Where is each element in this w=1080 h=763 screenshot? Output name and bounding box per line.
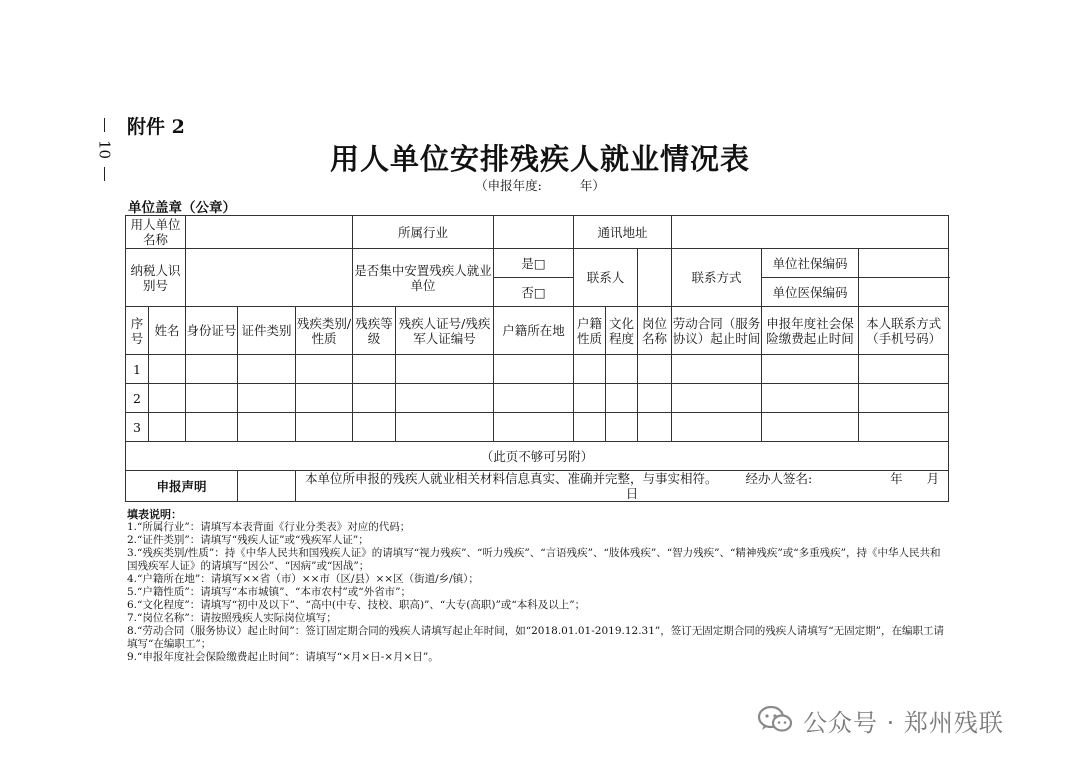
cell-input[interactable] (186, 355, 238, 384)
col-contract: 劳动合同（服务协议）起止时间 (672, 307, 762, 355)
declaration-blank (238, 471, 296, 502)
cell-input[interactable] (672, 384, 762, 413)
cell-input[interactable] (672, 355, 762, 384)
cell-input[interactable] (238, 413, 296, 442)
cell-input[interactable] (762, 355, 859, 384)
col-disability-level: 残疾等级 (353, 307, 396, 355)
cell-input[interactable] (606, 355, 638, 384)
seal-label: 单位盖章（公章） (128, 200, 236, 216)
cell-input[interactable] (353, 355, 396, 384)
instruction-item: 2.“证件类别”：请填写“残疾人证”或“残疾军人证”； (127, 534, 369, 546)
cell-input[interactable] (238, 355, 296, 384)
taxpayer-id-label: 纳税人识别号 (126, 249, 186, 307)
cell-input[interactable] (859, 384, 949, 413)
cell-input[interactable] (296, 355, 353, 384)
industry-label: 所属行业 (353, 216, 494, 249)
no-checkbox[interactable]: 否□ (494, 278, 574, 307)
row-number: 3 (126, 413, 149, 442)
cell-input[interactable] (186, 413, 238, 442)
cell-input[interactable] (606, 384, 638, 413)
instruction-item: 9.“申报年度社会保险缴费起止时间”：请填写“×月×日-×月×日”。 (127, 651, 439, 663)
cell-input[interactable] (574, 355, 606, 384)
cell-input[interactable] (762, 384, 859, 413)
social-security-code-field[interactable] (859, 249, 949, 278)
cell-input[interactable] (494, 413, 574, 442)
declaration-label: 申报声明 (126, 471, 238, 502)
industry-field[interactable] (494, 216, 574, 249)
cell-input[interactable] (762, 413, 859, 442)
col-id-number: 身份证号 (186, 307, 238, 355)
table-row (126, 413, 949, 442)
contact-method-label: 联系方式 (672, 249, 762, 307)
instruction-item: 5.“户籍性质”：请填写“本市城镇”、“本市农村”或“外省市”； (127, 586, 411, 598)
col-phone: 本人联系方式（手机号码） (859, 307, 949, 355)
cell-input[interactable] (149, 413, 186, 442)
instruction-item: 3.“残疾类别/性质”：持《中华人民共和国残疾人证》的请填写“视力残疾”、“听力残疾”、“言语残疾”、“肢体残疾”、“智力残疾”、“精神残疾”或“多重残疾”，持《中华人民共和国残疾军人证》的请填写“因公”、“因病”或“因战”； (127, 547, 941, 572)
col-cert-number: 残疾人证号/残疾军人证编号 (396, 307, 494, 355)
col-name: 姓名 (149, 307, 186, 355)
employer-name-field[interactable] (186, 216, 353, 249)
cell-input[interactable] (149, 355, 186, 384)
address-label: 通讯地址 (574, 216, 672, 249)
col-household-location: 户籍所在地 (494, 307, 574, 355)
address-field[interactable] (672, 216, 949, 249)
cell-input[interactable] (396, 355, 494, 384)
fill-instructions (127, 508, 947, 664)
col-cert-type: 证件类别 (238, 307, 296, 355)
cell-input[interactable] (574, 413, 606, 442)
cell-input[interactable] (396, 384, 494, 413)
signer-label: 经办人签名: (745, 471, 813, 486)
declaration-text: 本单位所申报的残疾人就业相关材料信息真实、准确并完整，与事实相符。 (304, 471, 718, 486)
watermark-text: 公众号 · 郑州残联 (803, 708, 1004, 737)
employer-name-label: 用人单位名称 (126, 216, 186, 249)
table-row (126, 384, 949, 413)
instruction-item: 8.“劳动合同（服务协议）起止时间”：签订固定期合同的残疾人请填写起止年时间，如“2018.01.01-2019.12.31”，签订无固定期合同的残疾人请填写“无固定期”，在编职工请填写“在编职工”； (127, 625, 945, 650)
cell-input[interactable] (494, 355, 574, 384)
page-number-dash-top (104, 118, 105, 132)
declaration-year-unit: 年） (579, 178, 605, 193)
col-education: 文化程度 (606, 307, 638, 355)
cell-input[interactable] (186, 384, 238, 413)
cell-input[interactable] (638, 413, 672, 442)
sign-day: 日 (625, 486, 639, 501)
cell-input[interactable] (859, 413, 949, 442)
page-number: 10 (95, 140, 114, 160)
declaration-statement (296, 471, 949, 502)
page-title: 用人单位安排残疾人就业情况表 (329, 142, 750, 176)
social-security-code-label: 单位社保编码 (762, 249, 859, 278)
medical-insurance-code-field[interactable] (859, 278, 949, 307)
instruction-item: 4.“户籍所在地”：请填写××省（市）××市（区/县）××区（街道/乡/镇）； (127, 573, 479, 585)
cell-input[interactable] (353, 413, 396, 442)
instruction-item: 6.“文化程度”：请填写“初中及以下”、“高中(中专、技校、职高)”、“大专(高职)”或“本科及以上”； (127, 599, 586, 611)
cell-input[interactable] (149, 384, 186, 413)
cell-input[interactable] (859, 355, 949, 384)
cell-input[interactable] (638, 355, 672, 384)
cell-input[interactable] (638, 384, 672, 413)
table-row (126, 355, 949, 384)
yes-checkbox[interactable]: 是□ (494, 249, 574, 278)
col-seq: 序号 (126, 307, 149, 355)
col-position: 岗位名称 (638, 307, 672, 355)
cell-input[interactable] (296, 413, 353, 442)
medical-insurance-code-label: 单位医保编码 (762, 278, 859, 307)
declaration-year-label: （申报年度: (475, 178, 542, 193)
cell-input[interactable] (606, 413, 638, 442)
sign-month: 月 (926, 471, 940, 486)
row-number: 1 (126, 355, 149, 384)
contact-person-field[interactable] (638, 249, 672, 307)
watermark (757, 700, 1004, 740)
cell-input[interactable] (494, 384, 574, 413)
page-note: （此页不够可另附） (126, 442, 949, 471)
instruction-item: 7.“岗位名称”：请按照残疾人实际岗位填写； (127, 612, 337, 624)
sign-year: 年 (890, 471, 903, 486)
col-household-nature: 户籍性质 (574, 307, 606, 355)
contact-person-label: 联系人 (574, 249, 638, 307)
cell-input[interactable] (296, 384, 353, 413)
cell-input[interactable] (353, 384, 396, 413)
cell-input[interactable] (672, 413, 762, 442)
cell-input[interactable] (396, 413, 494, 442)
instructions-heading: 填表说明： (127, 508, 182, 521)
taxpayer-id-field[interactable] (186, 249, 353, 307)
instruction-item: 1.“所属行业”：请填写本表背面《行业分类表》对应的代码； (127, 521, 411, 533)
attachment-label: 附件 2 (127, 116, 185, 138)
row-number: 2 (126, 384, 149, 413)
col-disability-type: 残疾类别/性质 (296, 307, 353, 355)
declaration-year (0, 176, 1080, 194)
employment-form-table (125, 215, 949, 502)
concentrated-placement-label: 是否集中安置残疾人就业单位 (353, 249, 494, 307)
cell-input[interactable] (238, 384, 296, 413)
cell-input[interactable] (574, 384, 606, 413)
wechat-icon (757, 705, 793, 735)
col-insurance: 申报年度社会保险缴费起止时间 (762, 307, 859, 355)
